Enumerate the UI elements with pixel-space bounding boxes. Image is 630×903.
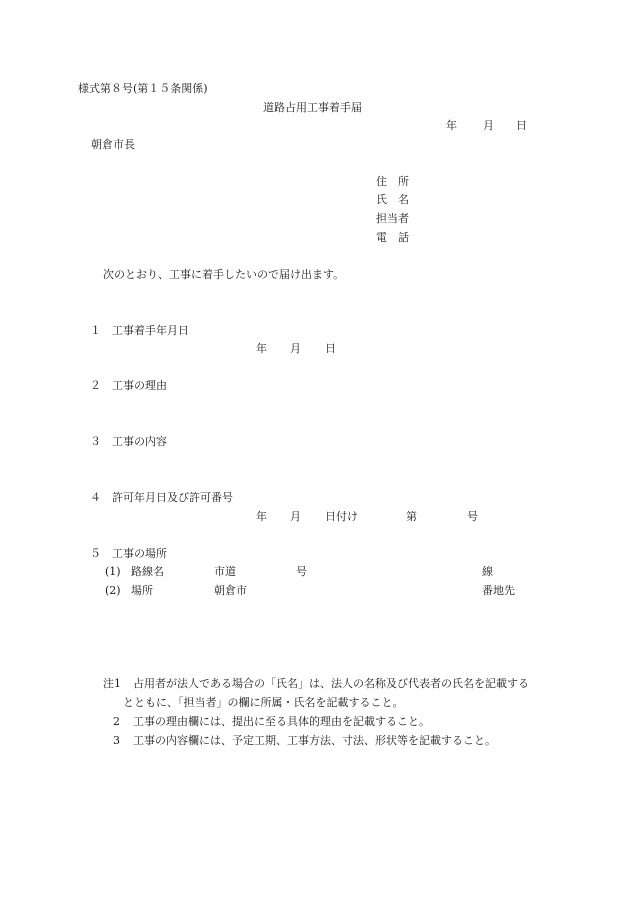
permit-month: 月: [290, 510, 301, 523]
route-label: 路線名: [131, 565, 164, 578]
start-date-month: 月: [290, 342, 301, 355]
permit-year: 年: [256, 510, 267, 523]
note3-text: 工事の内容欄には、予定工期、工事方法、寸法、形状等を記載すること。: [133, 734, 496, 747]
note1-line1: 占用者が法人である場合の「氏名」は、法人の名称及び代表者の氏名を記載する: [133, 677, 529, 690]
start-date-day: 日: [325, 342, 336, 355]
applicant-contact-label: 担当者: [376, 212, 409, 225]
applicant-address-label: 住 所: [376, 175, 409, 188]
place-index: (2): [105, 584, 121, 597]
addressee: 朝倉市長: [91, 138, 135, 151]
note2-number: 2: [113, 715, 120, 728]
note2-text: 工事の理由欄には、提出に至る具体的理由を記載すること。: [133, 715, 430, 728]
section-start-date-label: １ 工事着手年月日: [90, 324, 189, 337]
section-reason-label: ２ 工事の理由: [90, 379, 167, 392]
route-number-suffix: 号: [296, 565, 307, 578]
start-date-year: 年: [256, 342, 267, 355]
route-type: 市道: [214, 565, 236, 578]
route-index: (1): [105, 565, 121, 578]
form-number: 様式第８号(第１５条関係): [78, 82, 208, 95]
section-content-label: ３ 工事の内容: [90, 435, 167, 448]
place-suffix: 番地先: [482, 584, 515, 597]
date-month-label: 月: [483, 119, 494, 132]
permit-day-suffix: 日付け: [325, 510, 358, 523]
permit-number-prefix: 第: [406, 510, 417, 523]
date-day-label: 日: [516, 119, 527, 132]
applicant-phone-label: 電 話: [376, 231, 409, 244]
note1-line2: とともに、「担当者」の欄に所属・氏名を記載すること。: [123, 696, 404, 709]
section-permit-label: ４ 許可年月日及び許可番号: [90, 491, 233, 504]
section-location-label: ５ 工事の場所: [90, 547, 167, 560]
date-year-label: 年: [446, 119, 457, 132]
intro-text: 次のとおり、工事に着手したいので届け出ます。: [103, 268, 345, 281]
applicant-name-label: 氏 名: [376, 193, 409, 206]
note3-number: 3: [113, 734, 120, 747]
document-title: 道路占用工事着手届: [263, 101, 362, 114]
place-label: 場所: [131, 584, 153, 597]
route-suffix: 線: [482, 565, 493, 578]
place-city: 朝倉市: [214, 584, 247, 597]
note1-prefix: 注1: [103, 677, 121, 690]
permit-number-suffix: 号: [467, 510, 478, 523]
